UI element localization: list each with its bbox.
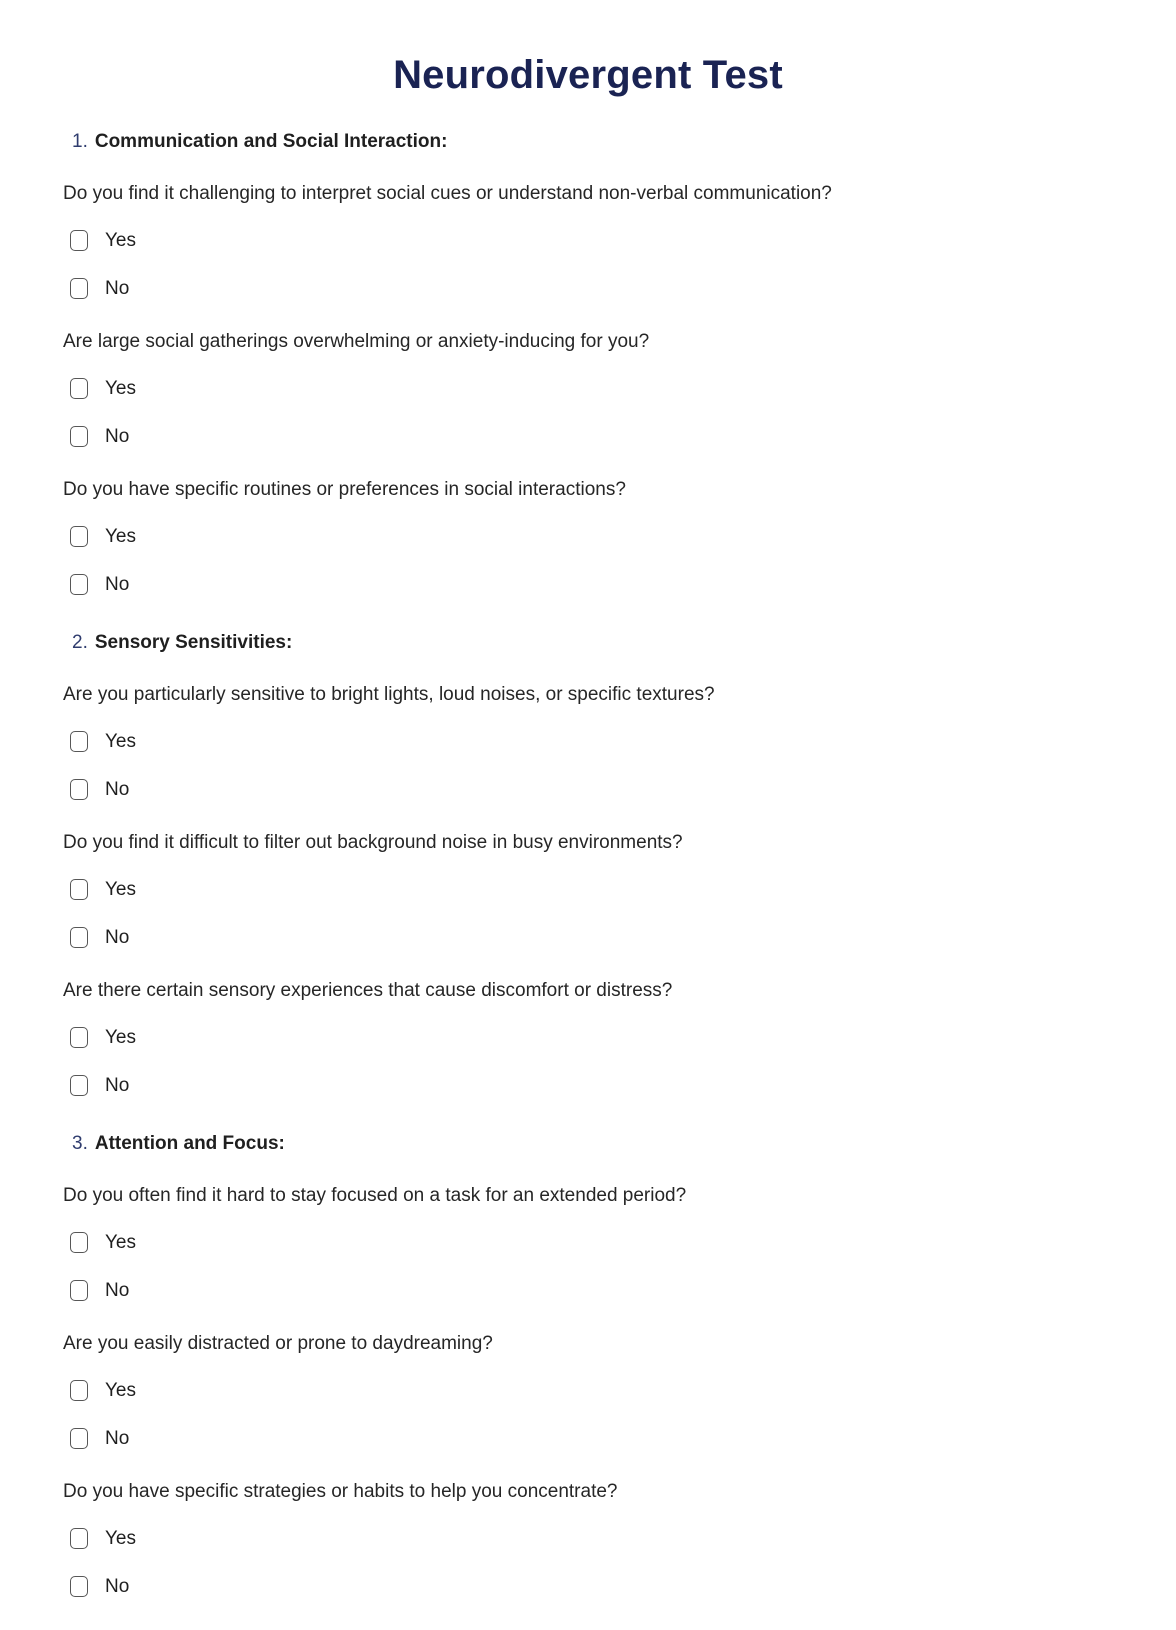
no-checkbox[interactable] (70, 278, 88, 299)
option-row-no[interactable] (70, 1071, 129, 1100)
question-text: Are there certain sensory experiences that cause discomfort or distress? (63, 980, 673, 1002)
option-row-yes[interactable] (70, 1023, 136, 1052)
section-heading-1 (72, 128, 1113, 155)
question-text: Are you easily distracted or prone to daydreaming? (63, 1333, 493, 1355)
question-text: Do you have specific strategies or habits to help you concentrate? (63, 1481, 618, 1503)
option-row-yes[interactable] (70, 374, 136, 403)
option-row-no[interactable] (70, 923, 129, 952)
yes-label: Yes (105, 731, 136, 753)
yes-label: Yes (105, 1528, 136, 1550)
option-row-yes[interactable] (70, 226, 136, 255)
option-row-no[interactable] (70, 422, 129, 451)
yes-checkbox[interactable] (70, 1528, 88, 1549)
option-row-no[interactable] (70, 1276, 129, 1305)
option-row-no[interactable] (70, 274, 129, 303)
no-checkbox[interactable] (70, 927, 88, 948)
yes-label: Yes (105, 1027, 136, 1049)
yes-checkbox[interactable] (70, 378, 88, 399)
no-checkbox[interactable] (70, 779, 88, 800)
question-text: Do you find it challenging to interpret social cues or understand non-verbal communication? (63, 183, 832, 205)
no-label: No (105, 779, 130, 801)
no-checkbox[interactable] (70, 1280, 88, 1301)
no-label: No (105, 278, 130, 300)
section-title: Communication and Social Interaction: (94, 131, 448, 153)
option-row-no[interactable] (70, 775, 129, 804)
yes-checkbox[interactable] (70, 1027, 88, 1048)
section-heading-3 (72, 1130, 1113, 1157)
no-label: No (105, 1428, 130, 1450)
no-label: No (105, 1280, 130, 1302)
no-label: No (105, 1576, 130, 1598)
option-row-no[interactable] (70, 570, 129, 599)
yes-checkbox[interactable] (70, 526, 88, 547)
option-row-yes[interactable] (70, 1376, 136, 1405)
yes-checkbox[interactable] (70, 731, 88, 752)
option-row-no[interactable] (70, 1572, 129, 1601)
no-checkbox[interactable] (70, 1075, 88, 1096)
section-number: 1. (72, 131, 88, 153)
yes-label: Yes (105, 526, 136, 548)
question-text: Do you often find it hard to stay focused on a task for an extended period? (63, 1185, 687, 1207)
no-checkbox[interactable] (70, 426, 88, 447)
option-row-yes[interactable] (70, 1524, 136, 1553)
option-row-yes[interactable] (70, 1228, 136, 1257)
no-checkbox[interactable] (70, 1428, 88, 1449)
question-text: Are you particularly sensitive to bright lights, loud noises, or specific textures? (63, 684, 715, 706)
yes-label: Yes (105, 378, 136, 400)
no-label: No (105, 426, 130, 448)
yes-checkbox[interactable] (70, 1380, 88, 1401)
yes-checkbox[interactable] (70, 230, 88, 251)
yes-checkbox[interactable] (70, 879, 88, 900)
section-title: Attention and Focus: (94, 1133, 285, 1155)
option-row-yes[interactable] (70, 875, 136, 904)
page-title: Neurodivergent Test (393, 53, 783, 97)
section-title: Sensory Sensitivities: (94, 632, 293, 654)
no-checkbox[interactable] (70, 1576, 88, 1597)
option-row-no[interactable] (70, 1424, 129, 1453)
no-label: No (105, 1075, 130, 1097)
section-heading-2 (72, 629, 1113, 656)
yes-label: Yes (105, 1380, 136, 1402)
yes-checkbox[interactable] (70, 1232, 88, 1253)
yes-label: Yes (105, 1232, 136, 1254)
question-text: Do you have specific routines or preferences in social interactions? (63, 479, 626, 501)
no-checkbox[interactable] (70, 574, 88, 595)
question-text: Are large social gatherings overwhelming or anxiety-inducing for you? (63, 331, 650, 353)
section-number: 2. (72, 632, 88, 654)
no-label: No (105, 574, 130, 596)
no-label: No (105, 927, 130, 949)
question-text: Do you find it difficult to filter out background noise in busy environments? (63, 832, 683, 854)
yes-label: Yes (105, 230, 136, 252)
option-row-yes[interactable] (70, 727, 136, 756)
option-row-yes[interactable] (70, 522, 136, 551)
yes-label: Yes (105, 879, 136, 901)
section-number: 3. (72, 1133, 88, 1155)
